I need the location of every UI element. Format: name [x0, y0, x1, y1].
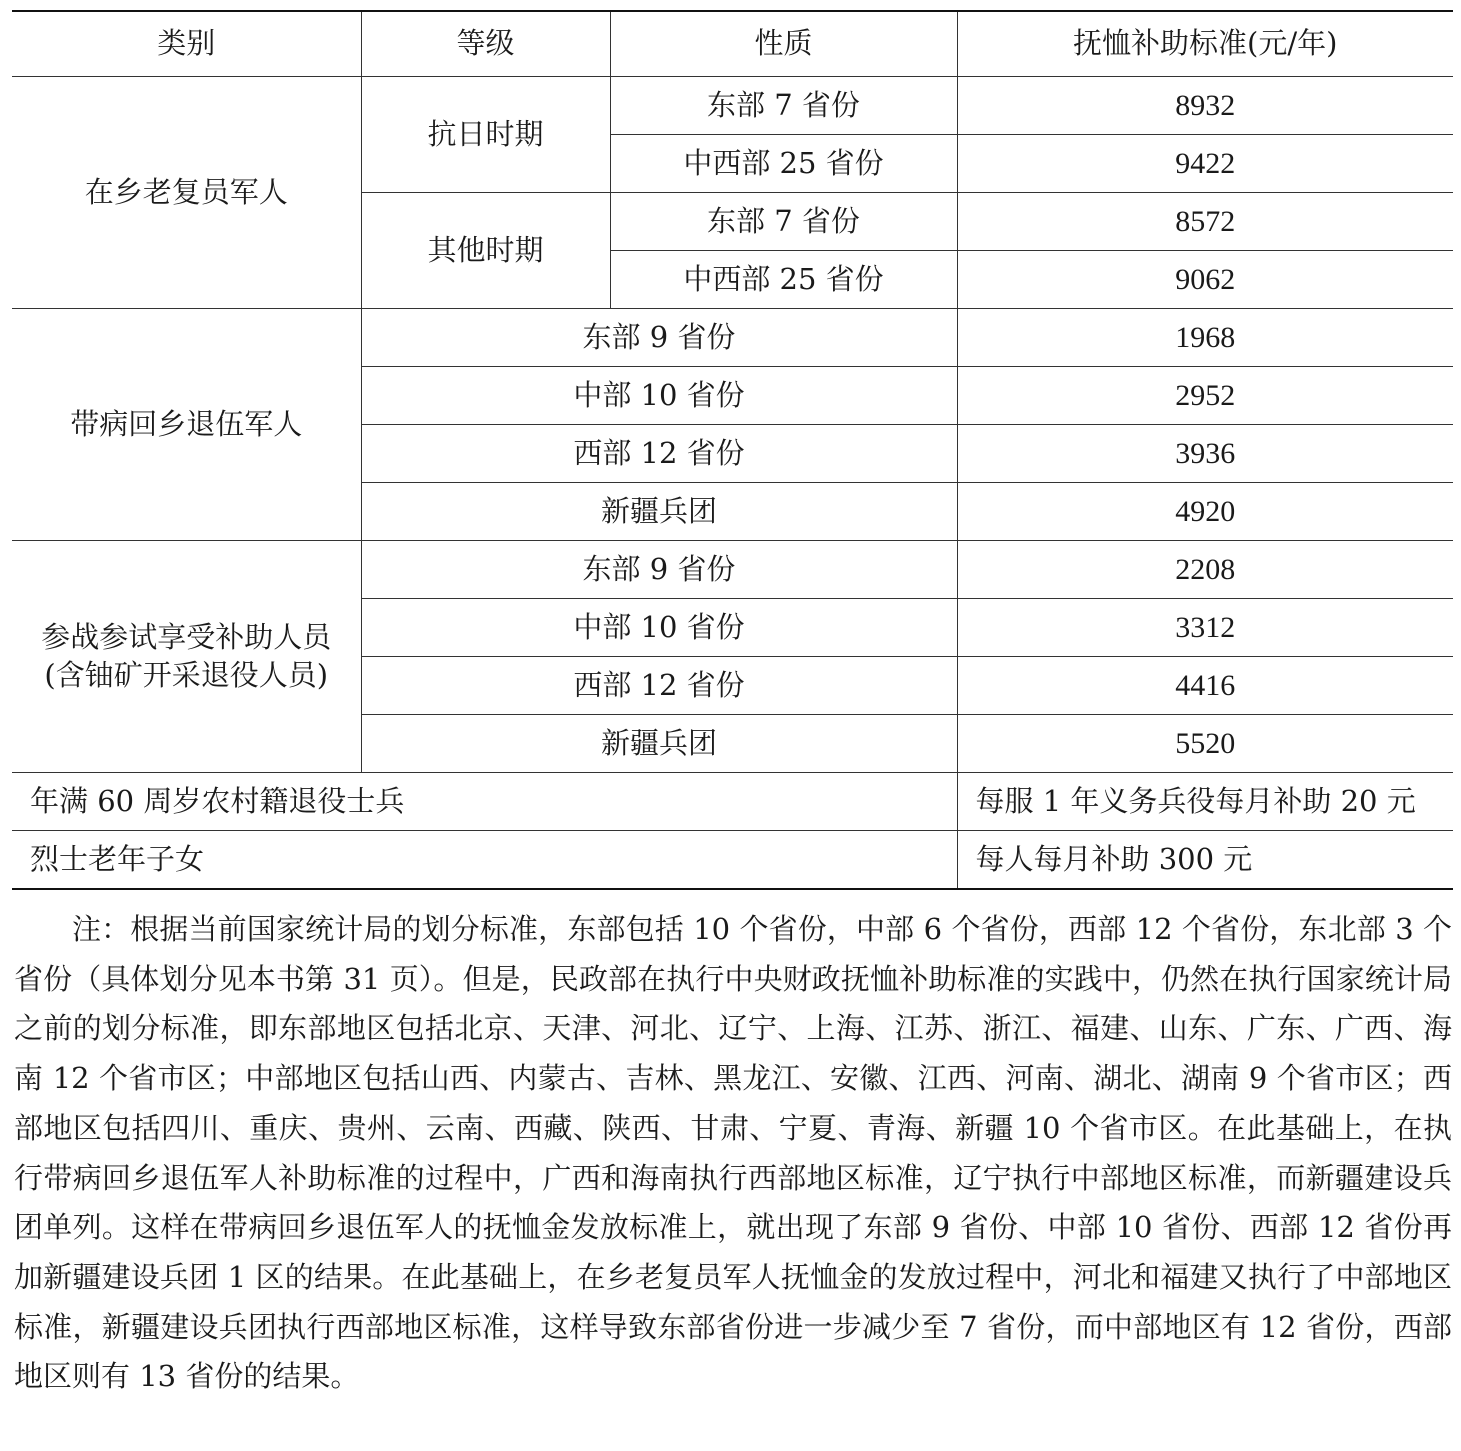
- nature-cell: 东部 7 省份: [610, 193, 957, 251]
- header-level: 等级: [361, 11, 610, 77]
- nature-cell: 中西部 25 省份: [610, 251, 957, 309]
- nature-cell: 中西部 25 省份: [610, 135, 957, 193]
- category-cell: 年满 60 周岁农村籍退役士兵: [12, 773, 957, 831]
- value-cell: 3936: [957, 425, 1453, 483]
- value-cell: 1968: [957, 309, 1453, 367]
- category-cell: [12, 541, 361, 773]
- value-cell: 5520: [957, 715, 1453, 773]
- nature-cell: 中部 10 省份: [361, 599, 957, 657]
- nature-cell: 西部 12 省份: [361, 425, 957, 483]
- table-note: 注：根据当前国家统计局的划分标准，东部包括 10 个省份，中部 6 个省份，西部 12 个省份，东北部 3 个省份（具体划分见本书第 31 页）。但是，民政部在执行中央财政抚恤补助标准的实践中，仍然在执行国家统计局之前的划分标准，即东部地区包括北京、天津、河北、辽宁、上海、江苏、浙江、福建、山东、广东、广西、海南 12 个省市区；中部地区包括山西、内蒙古、吉林、黑龙江、安徽、江西、河南、湖北、湖南 9 个省市区；西部地区包括四川、重庆、贵州、云南、西藏、陕西、甘肃、宁夏、青海、新疆 10 个省市区。在此基础上，在执行带病回乡退伍军人补助标准的过程中，广西和海南执行西部地区标准，辽宁执行中部地区标准，而新疆建设兵团单列。这样在带病回乡退伍军人的抚恤金发放标准上，就出现了东部 9 省份、中部 10 省份、西部 12 省份再加新疆建设兵团 1 区的结果。在此基础上，在乡老复员军人抚恤金的发放过程中，河北和福建又执行了中部地区标准，新疆建设兵团执行西部地区标准，这样导致东部省份进一步减少至 7 省份，而中部地区有 12 省份，西部地区则有 13 省份的结果。: [14, 912, 1452, 1394]
- header-category: 类别: [12, 11, 361, 77]
- value-cell: 9422: [957, 135, 1453, 193]
- value-cell: 8932: [957, 77, 1453, 135]
- nature-cell: 新疆兵团: [361, 715, 957, 773]
- nature-cell: 东部 7 省份: [610, 77, 957, 135]
- level-cell: 抗日时期: [361, 77, 610, 193]
- table-row: [12, 541, 1453, 599]
- nature-cell: 东部 9 省份: [361, 541, 957, 599]
- table-row: [12, 773, 1453, 831]
- value-cell: 8572: [957, 193, 1453, 251]
- nature-cell: 中部 10 省份: [361, 367, 957, 425]
- table-header-row: [12, 11, 1453, 77]
- value-cell: 每人每月补助 300 元: [957, 831, 1453, 890]
- value-cell: 2208: [957, 541, 1453, 599]
- table-row: [12, 77, 1453, 135]
- value-cell: 9062: [957, 251, 1453, 309]
- category-cell: 在乡老复员军人: [12, 77, 361, 309]
- value-cell: 3312: [957, 599, 1453, 657]
- header-standard: 抚恤补助标准(元/年): [957, 11, 1453, 77]
- subsidy-standards-table: [12, 10, 1453, 890]
- value-cell: 4416: [957, 657, 1453, 715]
- category-cell: 烈士老年子女: [12, 831, 957, 890]
- value-cell: 2952: [957, 367, 1453, 425]
- level-cell: 其他时期: [361, 193, 610, 309]
- header-nature: 性质: [610, 11, 957, 77]
- category-cell: 带病回乡退伍军人: [12, 309, 361, 541]
- nature-cell: 新疆兵团: [361, 483, 957, 541]
- value-cell: 每服 1 年义务兵役每月补助 20 元: [957, 773, 1453, 831]
- nature-cell: 东部 9 省份: [361, 309, 957, 367]
- value-cell: 4920: [957, 483, 1453, 541]
- category-line: (含铀矿开采退役人员): [44, 657, 329, 692]
- nature-cell: 西部 12 省份: [361, 657, 957, 715]
- category-line: 参战参试享受补助人员: [41, 619, 332, 654]
- table-row: [12, 309, 1453, 367]
- table-row: [12, 831, 1453, 890]
